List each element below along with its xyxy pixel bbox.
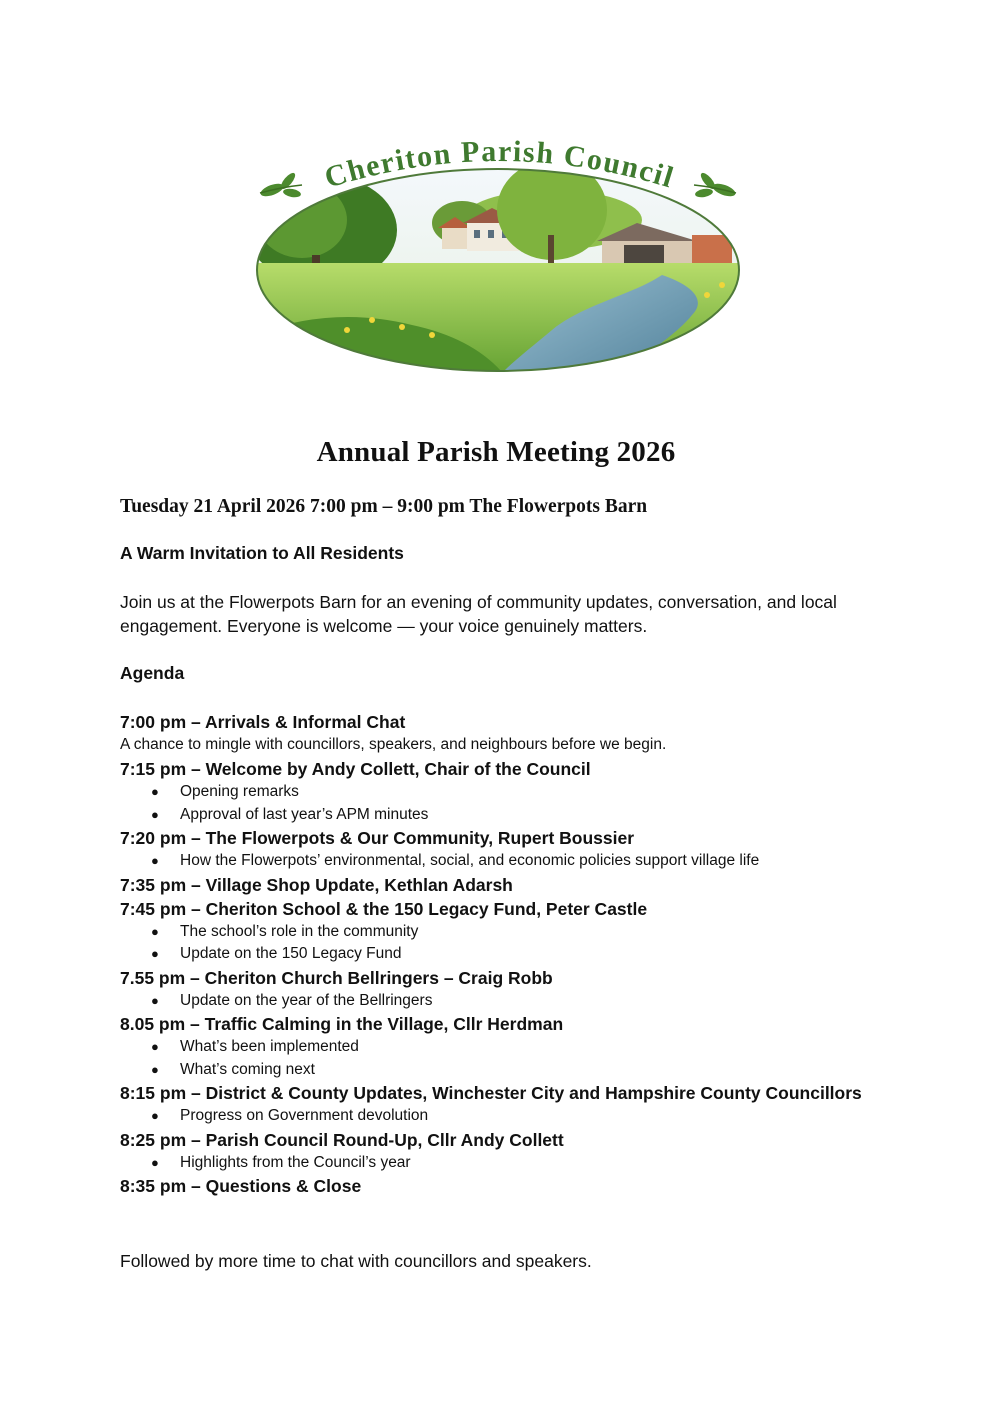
bullet-text: Update on the 150 Legacy Fund <box>180 945 402 962</box>
logo-text: Cheriton Parish Council <box>320 135 679 195</box>
bullet-icon: ● <box>151 946 159 961</box>
bullet-item <box>120 990 880 1013</box>
village-scene-illustration <box>252 160 744 380</box>
bullet-icon: ● <box>151 1039 159 1054</box>
agenda-item-bullets <box>120 1105 880 1128</box>
bullet-text: Approval of last year’s APM minutes <box>180 805 429 823</box>
intro-paragraph: Join us at the Flowerpots Barn for an evening of community updates, conversation, and local engagement. Everyone is welcome — your voice genuinely matters. <box>120 592 837 636</box>
bullet-text: Highlights from the Council’s year <box>180 1153 411 1171</box>
agenda-item-title: 8.05 pm – Traffic Calming in the Village, Cllr Herdman <box>120 1014 564 1034</box>
agenda-item-description: A chance to mingle with councillors, speakers, and neighbours before we begin. <box>120 736 667 753</box>
agenda-list <box>120 710 880 1198</box>
agenda-item-bullets <box>120 850 880 873</box>
agenda-item <box>120 710 880 756</box>
bullet-item <box>120 850 880 873</box>
agenda-item-title: 8:25 pm – Parish Council Round-Up, Cllr Andy Collett <box>120 1129 564 1150</box>
agenda-item-title: 7:00 pm – Arrivals & Informal Chat <box>120 712 406 732</box>
bullet-item <box>120 1059 880 1082</box>
bullet-icon: ● <box>151 853 159 868</box>
closing-note: Followed by more time to chat with councillors and speakers. <box>120 1251 592 1271</box>
left-leaf-icon <box>259 171 302 199</box>
bullet-icon: ● <box>151 923 159 939</box>
agenda-item <box>120 1174 880 1198</box>
bullet-icon: ● <box>151 1061 159 1077</box>
invitation-heading: A Warm Invitation to All Residents <box>120 543 404 563</box>
bullet-text: Update on the year of the Bellringers <box>180 991 433 1009</box>
bullet-icon: ● <box>151 1108 159 1123</box>
agenda-item-title: 8:35 pm – Questions & Close <box>120 1176 362 1196</box>
agenda-item-title: 8:15 pm – District & County Updates, Winchester City and Hampshire County Councillors <box>120 1083 862 1103</box>
bullet-icon: ● <box>151 1154 159 1170</box>
bullet-text: What’s been implemented <box>180 1038 359 1055</box>
agenda-item-title: 7:20 pm – The Flowerpots & Our Community, Rupert Boussier <box>120 828 635 848</box>
agenda-item <box>120 1128 880 1175</box>
bullet-icon: ● <box>151 806 159 822</box>
page-title: Annual Parish Meeting 2026 <box>316 436 676 468</box>
bullet-text: The school’s role in the community <box>180 922 419 940</box>
agenda-item <box>120 966 880 1013</box>
agenda-item <box>120 1012 880 1081</box>
bullet-item <box>120 1105 880 1128</box>
agenda-item-bullets <box>120 921 880 966</box>
bullet-item <box>120 781 880 804</box>
bullet-icon: ● <box>151 992 159 1008</box>
agenda-item-bullets <box>120 1152 880 1175</box>
agenda-item-title: 7:35 pm – Village Shop Update, Kethlan Adarsh <box>120 874 513 895</box>
bullet-item <box>120 921 880 944</box>
bullet-text: What’s coming next <box>180 1060 315 1078</box>
bullet-item <box>120 1152 880 1175</box>
event-datetime-location: Tuesday 21 April 2026 7:00 pm – 9:00 pm The Flowerpots Barn <box>120 496 648 517</box>
bullet-item <box>120 943 880 966</box>
agenda-item <box>120 757 880 826</box>
agenda-item-title: 7.55 pm – Cheriton Church Bellringers – Craig Robb <box>120 967 553 988</box>
agenda-item-bullets <box>120 990 880 1013</box>
bullet-text: How the Flowerpots’ environmental, social, and economic policies support village life <box>180 852 760 869</box>
bullet-item <box>120 804 880 827</box>
agenda-item-title: 7:15 pm – Welcome by Andy Collett, Chair of the Council <box>120 759 591 779</box>
agenda-item-bullets <box>120 781 880 826</box>
right-leaf-icon <box>694 171 737 199</box>
agenda-item-title: 7:45 pm – Cheriton School & the 150 Legacy Fund, Peter Castle <box>120 898 648 919</box>
agenda-item <box>120 873 880 897</box>
agenda-heading: Agenda <box>120 663 185 683</box>
agenda-item-bullets <box>120 1036 880 1081</box>
bullet-text: Opening remarks <box>180 783 299 800</box>
bullet-text: Progress on Government devolution <box>180 1107 429 1124</box>
bullet-item <box>120 1036 880 1059</box>
agenda-item <box>120 897 880 966</box>
agenda-item <box>120 1081 880 1128</box>
agenda-item <box>120 826 880 873</box>
bullet-icon: ● <box>151 784 159 799</box>
parish-council-logo <box>252 135 744 380</box>
